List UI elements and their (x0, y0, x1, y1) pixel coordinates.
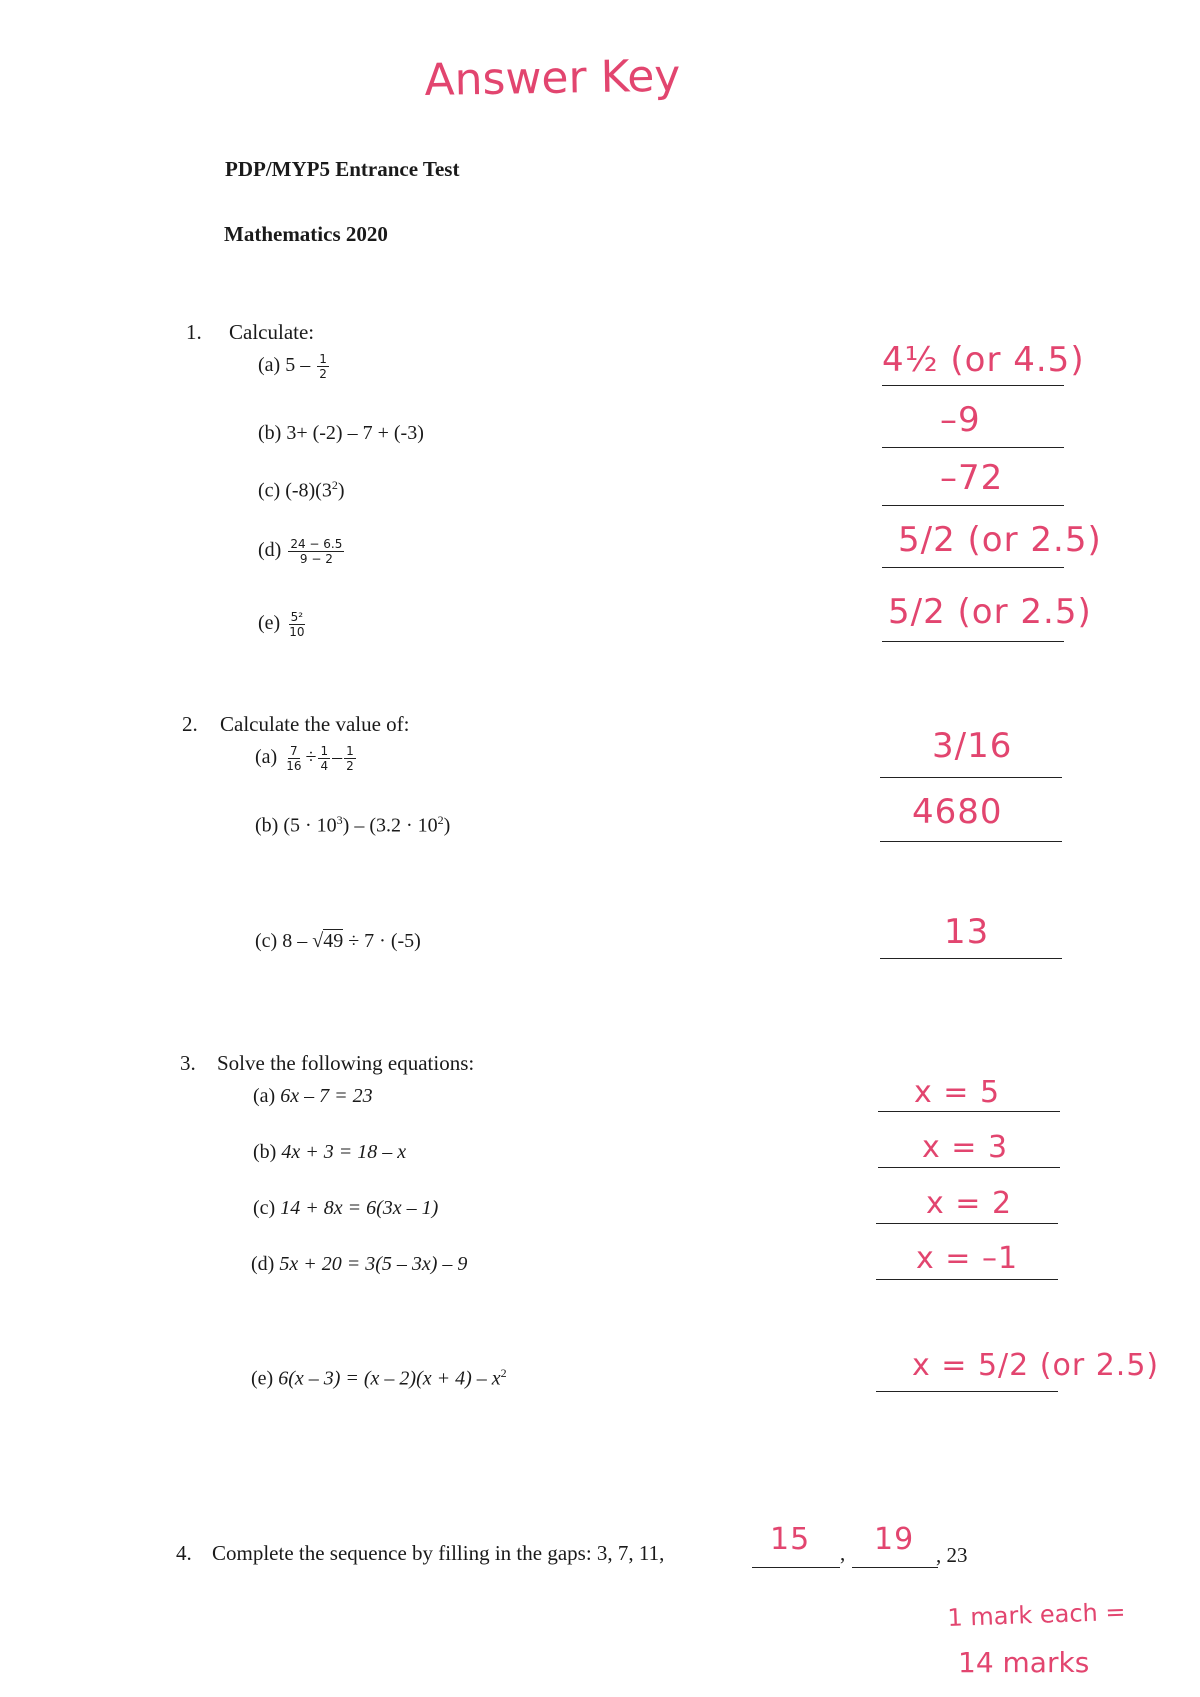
q3d-answer: x = –1 (916, 1241, 1019, 1276)
q2a-label: (a) (255, 746, 278, 769)
q2c-root-sign: √ (312, 930, 324, 952)
q1a-label: (a) (258, 354, 281, 377)
q3-number: 3. (180, 1051, 196, 1075)
q2-title: Calculate the value of: (220, 712, 410, 736)
q3b-answer: x = 3 (922, 1130, 1009, 1165)
q2c-lead: 8 – (282, 930, 308, 952)
q2b-answer: 4680 (912, 792, 1003, 832)
q4-gap1-line (752, 1567, 840, 1568)
q2c-radicand: 49 (323, 930, 344, 952)
q1-title: Calculate: (229, 320, 315, 344)
q2a-answer: 3/16 (932, 726, 1013, 766)
q3c-expr: 14 + 8x = 6(3x – 1) (280, 1197, 439, 1219)
q3c-answer-line (876, 1223, 1058, 1224)
q2c-expression (255, 930, 421, 953)
q1a-answer-line (882, 385, 1064, 386)
q1a-lead: 5 – (285, 354, 311, 377)
q2a-answer-line (880, 777, 1062, 778)
q2c-answer-line (880, 958, 1062, 959)
q1c-expr: (-8)(3 (285, 479, 332, 502)
q3e-answer-line (876, 1391, 1058, 1392)
q1c-label: (c) (258, 479, 281, 502)
q1b-label: (b) (258, 422, 282, 444)
q1a-expression (258, 352, 331, 381)
q3a-label: (a) (253, 1085, 276, 1107)
q2b-part2: ) – (3.2 · 10 (342, 814, 438, 837)
q2a-fraction-3: $\frac{1}{2}$ (346, 744, 354, 773)
q3e-label: (e) (251, 1367, 274, 1390)
q2b-label: (b) (255, 814, 279, 837)
q1-number: 1. (186, 320, 202, 344)
q1d-answer: 5/2 (or 2.5) (898, 520, 1102, 560)
q1d-answer-line (882, 567, 1064, 568)
q3a-answer: x = 5 (914, 1075, 1001, 1110)
q1e-expression (258, 610, 308, 639)
q3b-answer-line (878, 1167, 1060, 1168)
q2c-tail: ÷ 7 · (-5) (348, 930, 421, 952)
q3d-label: (d) (251, 1253, 275, 1275)
q3c-answer: x = 2 (926, 1186, 1013, 1221)
q2b-answer-line (880, 841, 1062, 842)
q1c-answer: –72 (940, 458, 1004, 498)
q3c-label: (c) (253, 1197, 276, 1219)
q1c-expr-close: ) (337, 479, 345, 502)
q4-instruction: Complete the sequence by filling in the gaps: (212, 1541, 592, 1565)
q2a-expression (255, 744, 358, 773)
q2c-answer: 13 (944, 912, 990, 952)
q2b-exp2: 2 (437, 813, 444, 827)
q1e-fraction: $\frac{\text{5²}}{10}$ (289, 610, 305, 639)
q3a-answer-line (878, 1111, 1060, 1112)
q4-sequence-end: , 23 (936, 1543, 968, 1567)
q2b-part1: (5 · 10 (283, 814, 337, 837)
q3e-exponent: 2 (500, 1366, 507, 1380)
q1a-answer: 4½ (or 4.5) (882, 340, 1085, 380)
q3d-expression (251, 1253, 467, 1276)
q3-title: Solve the following equations: (217, 1051, 475, 1075)
q1c-answer-line (882, 505, 1064, 506)
q3a-expr: 6x – 7 = 23 (280, 1085, 373, 1107)
q2a-fraction-2: $\frac{1}{4}$ (320, 744, 329, 773)
q2b-expression (255, 813, 450, 838)
q2a-minus: – (332, 746, 343, 769)
q1c-expression (258, 478, 345, 503)
answer-key-handwritten-title: Answer Key (424, 50, 681, 106)
q1e-answer-line (882, 641, 1064, 642)
q4-comma: , (840, 1541, 846, 1565)
q1b-answer: –9 (940, 400, 981, 440)
q1b-expr: 3+ (-2) – 7 + (-3) (286, 422, 424, 444)
q2b-exp1: 3 (336, 813, 343, 827)
q4-text (212, 1541, 664, 1566)
q3d-expr: 5x + 20 = 3(5 – 3x) – 9 (279, 1253, 468, 1275)
q1d-label: (d) (258, 539, 282, 562)
test-name: PDP/MYP5 Entrance Test (225, 157, 460, 181)
q3a-expression (253, 1085, 373, 1108)
q3e-expr: 6(x – 3) = (x – 2)(x + 4) – x (278, 1367, 501, 1390)
q1d-expression (258, 537, 346, 566)
q3e-answer: x = 5/2 (or 2.5) (912, 1348, 1160, 1383)
q1b-answer-line (882, 447, 1064, 448)
subject-heading: Mathematics 2020 (224, 222, 388, 246)
q3e-expression (251, 1366, 507, 1391)
q1b-expression (258, 422, 424, 445)
q4-number: 4. (176, 1541, 192, 1565)
q3d-answer-line (876, 1279, 1058, 1280)
q4-gap2-answer: 19 (874, 1522, 915, 1557)
q4-gap1-answer: 15 (770, 1522, 811, 1557)
q3b-expr: 4x + 3 = 18 – x (281, 1141, 407, 1163)
q2-number: 2. (182, 712, 198, 736)
q2a-divide: ÷ (305, 746, 317, 769)
q1d-fraction: $\frac{24 - 6.5}{9 - 2}$ (290, 537, 343, 566)
q3c-expression (253, 1197, 438, 1220)
marks-note-line1: 1 mark each = (947, 1597, 1126, 1632)
q4-gap2-line (852, 1567, 938, 1568)
q1a-fraction: $\frac{1}{2}$ (319, 352, 327, 381)
q3b-expression (253, 1141, 406, 1164)
q4-sequence-start: 3, 7, 11, (596, 1541, 665, 1565)
q1e-answer: 5/2 (or 2.5) (888, 592, 1092, 632)
q2b-part3: ) (443, 814, 451, 837)
marks-note-line2: 14 marks (958, 1646, 1090, 1679)
q3b-label: (b) (253, 1141, 277, 1163)
q1c-exponent: 2 (331, 478, 338, 492)
q1e-label: (e) (258, 612, 281, 635)
q2a-fraction-1: $\frac{7}{16}$ (286, 744, 302, 773)
q2c-label: (c) (255, 930, 278, 952)
